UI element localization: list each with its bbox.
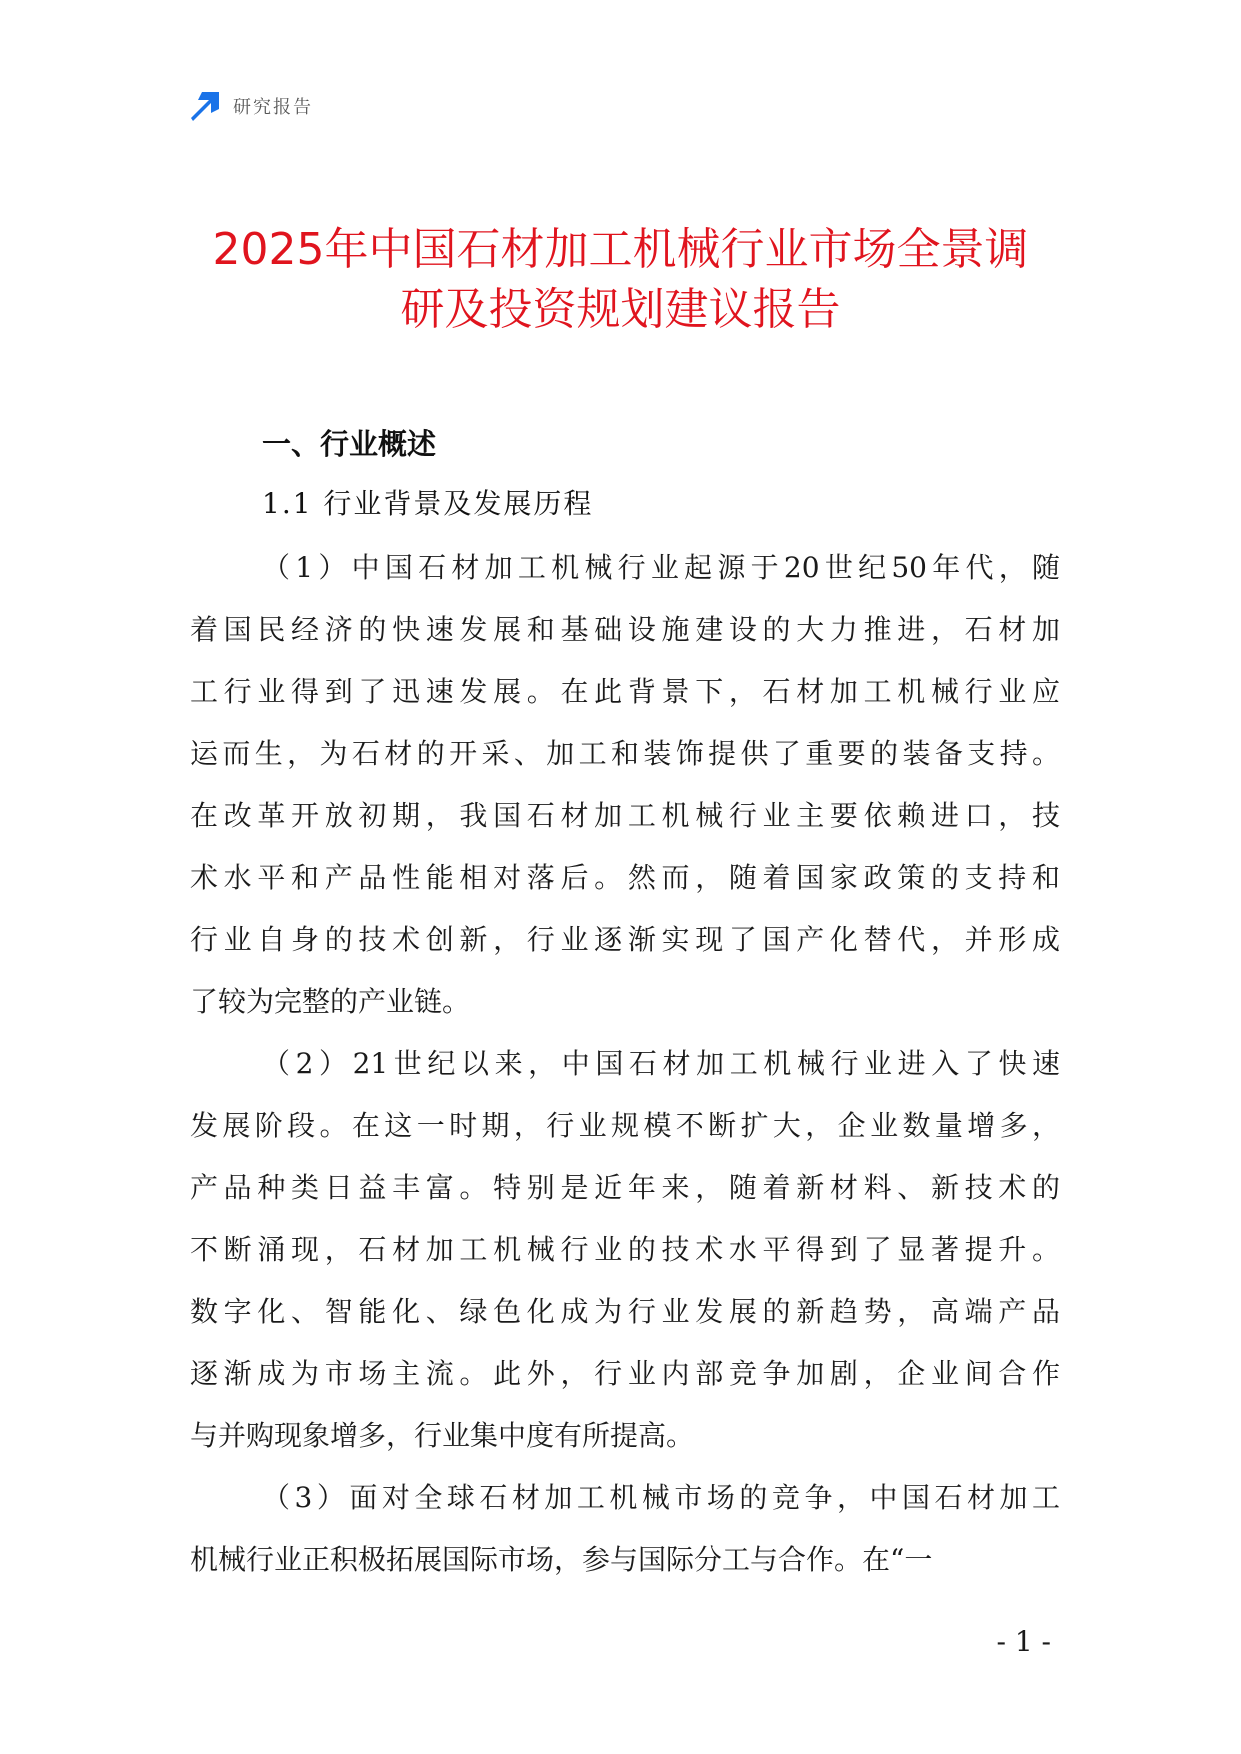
- section-heading: 一、行业概述: [262, 427, 437, 461]
- paragraph-line: 产品种类日益丰富。特别是近年来，随着新材料、新技术的: [190, 1171, 1060, 1204]
- header-label: 研究报告: [233, 97, 313, 118]
- paragraph-line: 工行业得到了迅速发展。在此背景下，石材加工机械行业应: [190, 675, 1060, 708]
- paragraph-line: 与并购现象增多，行业集中度有所提高。: [190, 1419, 695, 1452]
- report-title-line-1: 2025年中国石材加工机械行业市场全景调: [212, 224, 1029, 275]
- paragraph-line: 机械行业正积极拓展国际市场，参与国际分工与合作。在“一: [190, 1543, 933, 1576]
- paragraph-2: [190, 1033, 1060, 1467]
- paragraph-line: 了较为完整的产业链。: [190, 985, 471, 1018]
- paragraph-line: （3）面对全球石材加工机械市场的竞争，中国石材加工: [262, 1481, 1060, 1514]
- page-number: - 1 -: [996, 1625, 1051, 1658]
- paragraph-line: 运而生，为石材的开采、加工和装饰提供了重要的装备支持。: [190, 737, 1060, 770]
- paragraph-line: 发展阶段。在这一时期，行业规模不断扩大，企业数量增多，: [190, 1109, 1060, 1142]
- paragraph-3: [190, 1467, 1060, 1591]
- report-title-line-2: 研及投资规划建议报告: [400, 284, 841, 335]
- paragraph-line: 行业自身的技术创新，行业逐渐实现了国产化替代，并形成: [190, 923, 1060, 956]
- paragraph-line: （2）21世纪以来，中国石材加工机械行业进入了快速: [262, 1047, 1060, 1080]
- subsection-heading: 1.1 行业背景及发展历程: [262, 487, 594, 520]
- paragraph-line: 数字化、智能化、绿色化成为行业发展的新趋势，高端产品: [190, 1295, 1060, 1328]
- paragraph-line: 着国民经济的快速发展和基础设施建设的大力推进，石材加: [190, 613, 1060, 646]
- paragraph-line: （1）中国石材加工机械行业起源于20世纪50年代，随: [262, 551, 1060, 584]
- paragraph-line: 逐渐成为市场主流。此外，行业内部竞争加剧，企业间合作: [190, 1357, 1060, 1390]
- arrow-up-right-icon: [189, 90, 221, 122]
- paragraph-line: 术水平和产品性能相对落后。然而，随着国家政策的支持和: [190, 861, 1060, 894]
- paragraph-1: [190, 537, 1060, 1033]
- report-header: [189, 88, 313, 124]
- paragraph-line: 在改革开放初期，我国石材加工机械行业主要依赖进口，技: [190, 799, 1060, 832]
- report-title: [150, 220, 1091, 340]
- paragraph-line: 不断涌现，石材加工机械行业的技术水平得到了显著提升。: [190, 1233, 1060, 1266]
